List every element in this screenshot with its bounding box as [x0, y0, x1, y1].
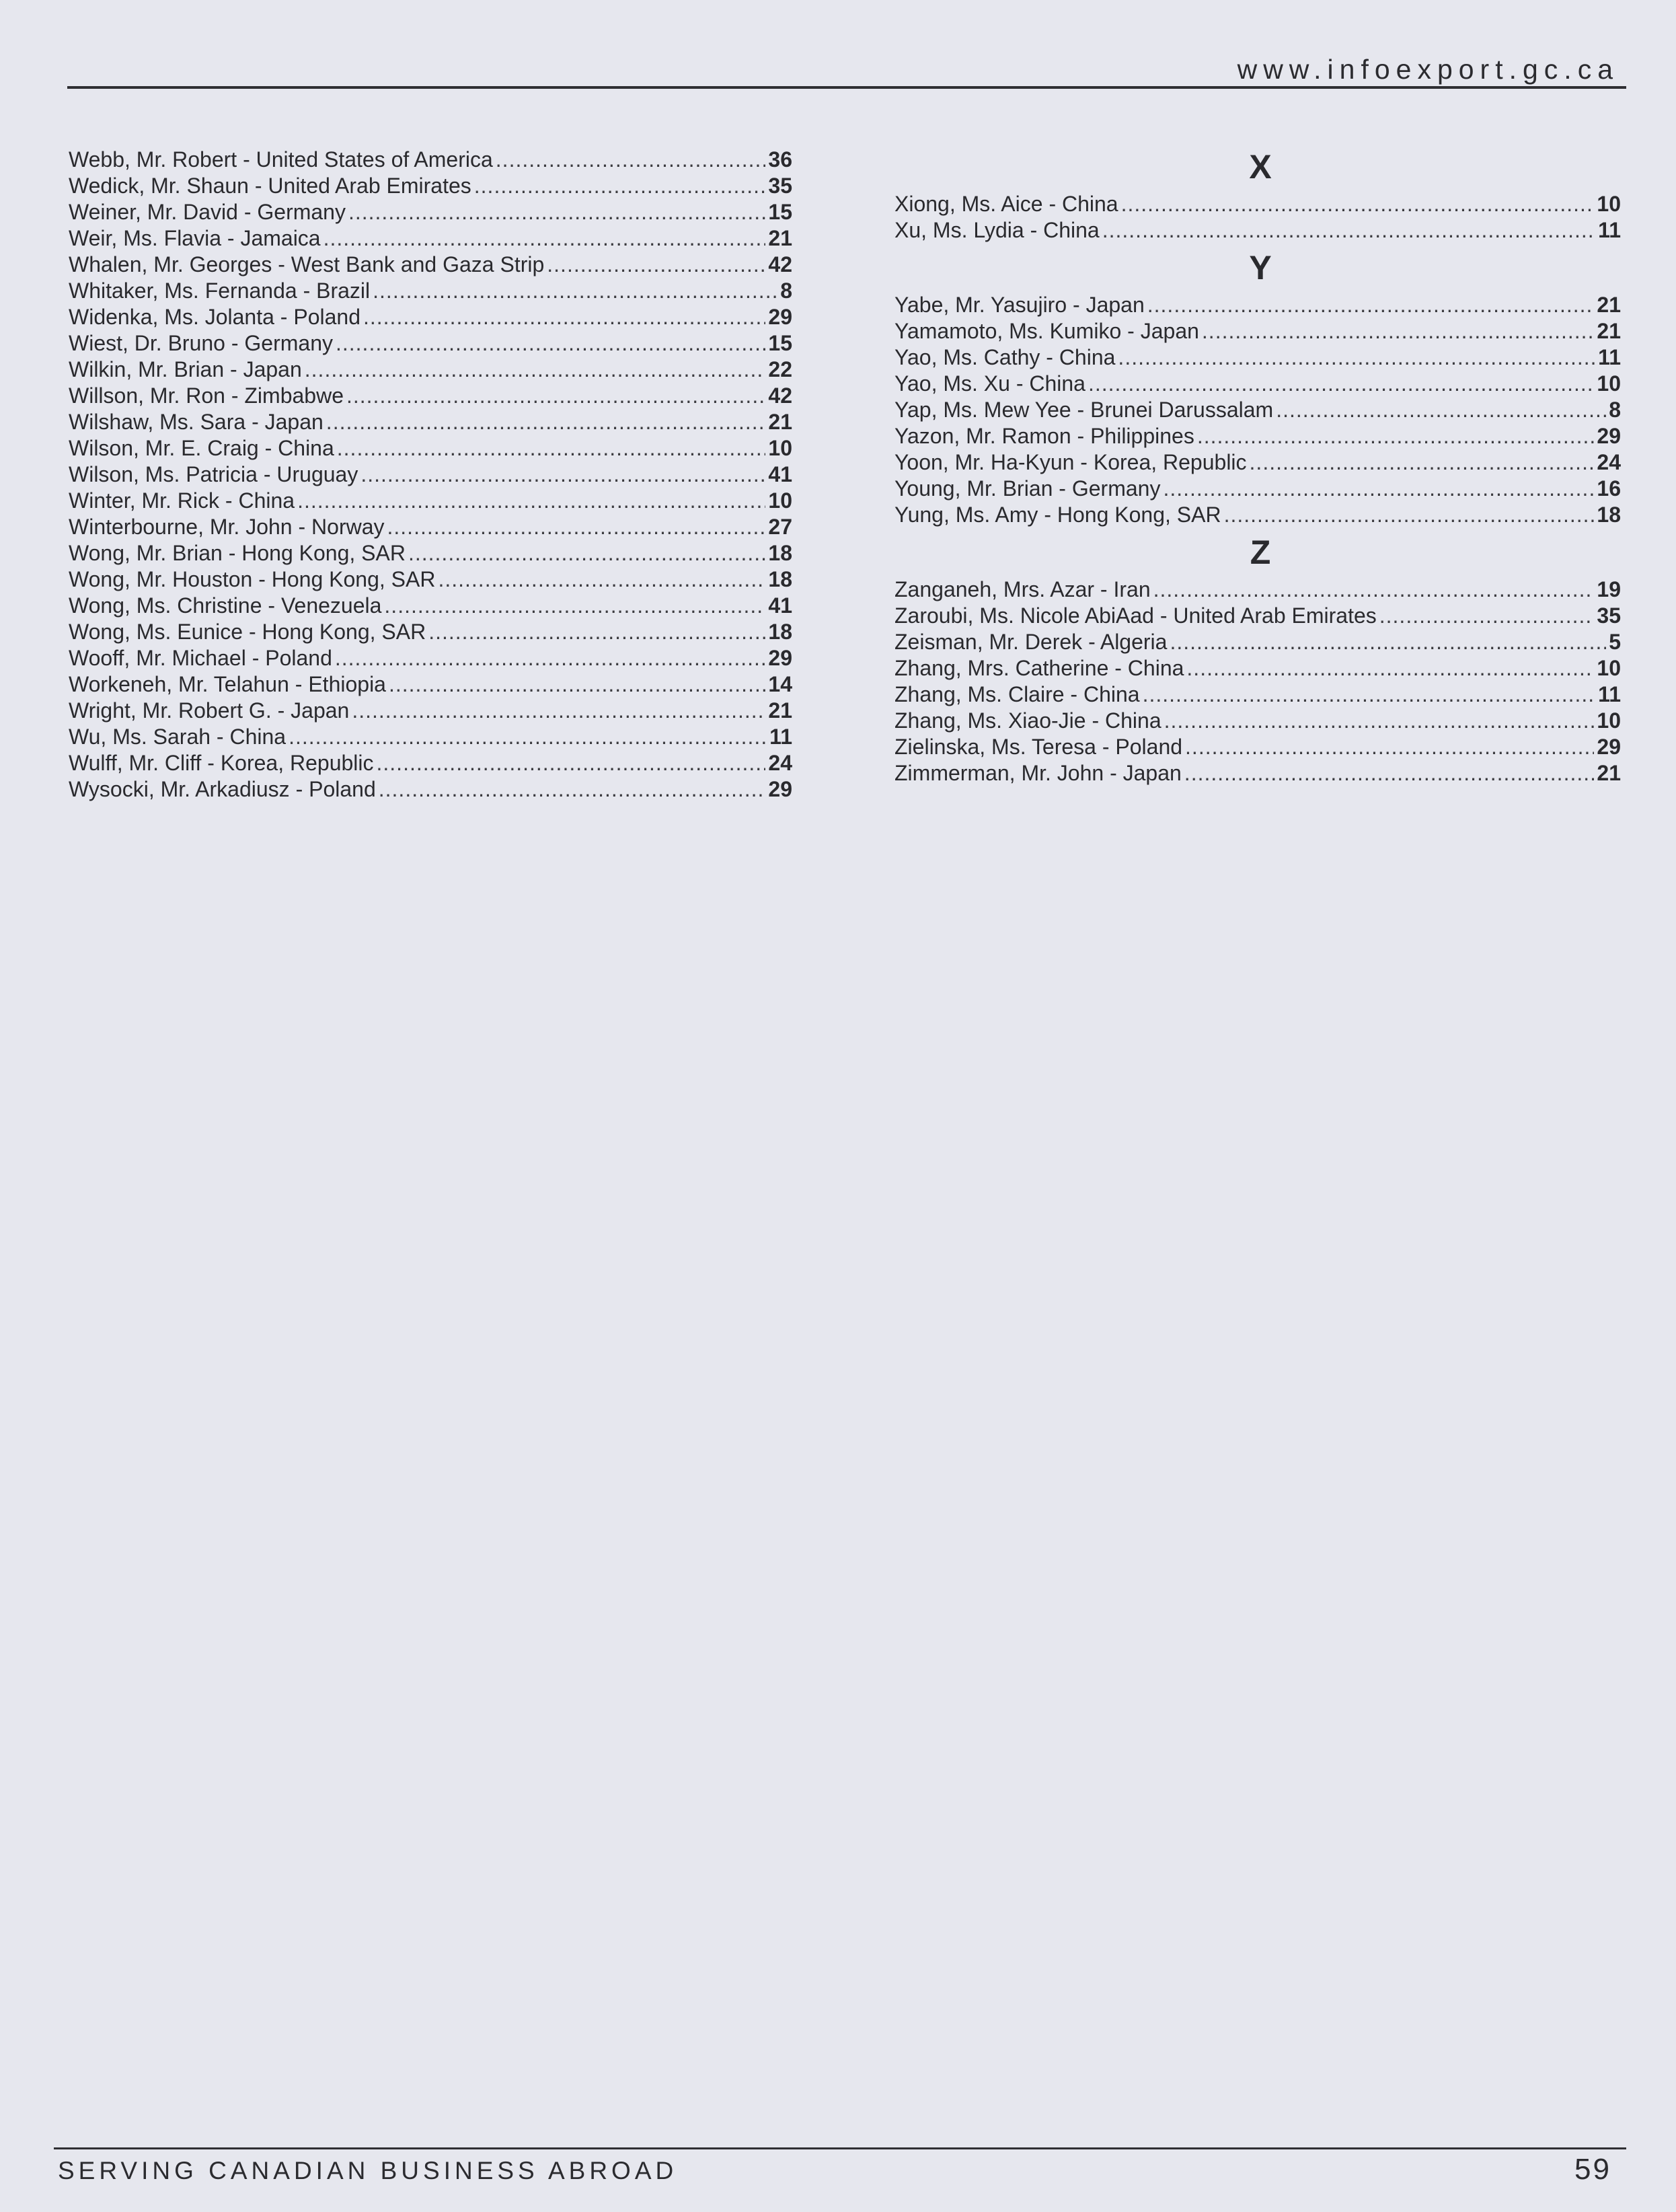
- leader-dots: [326, 409, 766, 435]
- entry-page: 29: [1597, 424, 1621, 448]
- page-number: 59: [1574, 2153, 1611, 2186]
- entry-name: Wiest, Dr. Bruno - Germany: [69, 331, 333, 355]
- entry-page: 10: [1597, 371, 1621, 396]
- entry-page: 42: [768, 383, 792, 408]
- entry-name: Xu, Ms. Lydia - China: [894, 218, 1100, 242]
- entry-page: 10: [1597, 708, 1621, 733]
- entry-name: Wong, Mr. Houston - Hong Kong, SAR: [69, 567, 436, 591]
- index-entry: [894, 397, 1621, 423]
- leader-dots: [377, 750, 766, 776]
- leader-dots: [1197, 423, 1595, 449]
- entry-name: Wong, Mr. Brian - Hong Kong, SAR: [69, 541, 406, 565]
- entry-page: 10: [1597, 192, 1621, 216]
- leader-dots: [389, 671, 765, 698]
- index-entry: [894, 191, 1621, 217]
- index-column-right: [894, 143, 1621, 786]
- index-entry: [894, 292, 1621, 318]
- leader-dots: [1164, 708, 1595, 734]
- index-entry: [69, 645, 792, 671]
- index-entry: [69, 724, 792, 750]
- index-entry: [69, 330, 792, 357]
- index-entry: [894, 734, 1621, 760]
- entry-page: 10: [768, 488, 792, 513]
- entry-name: Zhang, Ms. Claire - China: [894, 682, 1140, 706]
- leader-dots: [1224, 502, 1595, 528]
- entry-page: 21: [1597, 293, 1621, 317]
- leader-dots: [547, 252, 765, 278]
- entry-name: Xiong, Ms. Aice - China: [894, 192, 1118, 216]
- entry-page: 15: [768, 200, 792, 224]
- index-entry: [894, 344, 1621, 371]
- entry-page: 22: [768, 357, 792, 381]
- leader-dots: [1118, 344, 1595, 371]
- entry-page: 18: [768, 567, 792, 591]
- index-entry: [69, 462, 792, 488]
- entry-page: 21: [768, 226, 792, 250]
- index-entry: [69, 147, 792, 173]
- index-entry: [69, 435, 792, 462]
- entry-name: Zhang, Ms. Xiao-Jie - China: [894, 708, 1161, 733]
- index-entry: [69, 199, 792, 225]
- leader-dots: [474, 173, 766, 199]
- entry-name: Webb, Mr. Robert - United States of America: [69, 147, 493, 172]
- entry-page: 21: [1597, 319, 1621, 343]
- entry-page: 24: [768, 751, 792, 775]
- entry-name: Wulff, Mr. Cliff - Korea, Republic: [69, 751, 374, 775]
- leader-dots: [428, 619, 765, 645]
- entry-name: Zanganeh, Mrs. Azar - Iran: [894, 577, 1151, 601]
- entry-page: 35: [1597, 603, 1621, 628]
- entry-name: Zaroubi, Ms. Nicole AbiAad - United Arab Emirates: [894, 603, 1377, 628]
- entry-page: 16: [1597, 476, 1621, 501]
- entry-name: Yao, Ms. Cathy - China: [894, 345, 1116, 369]
- entry-page: 35: [768, 174, 792, 198]
- leader-dots: [348, 199, 765, 225]
- index-entry: [69, 488, 792, 514]
- entry-page: 8: [780, 279, 792, 303]
- leader-dots: [1088, 371, 1594, 397]
- entry-page: 11: [1598, 682, 1621, 706]
- leader-dots: [352, 698, 765, 724]
- index-entry: [69, 750, 792, 776]
- index-entry: [894, 577, 1621, 603]
- leader-dots: [1163, 476, 1594, 502]
- entry-name: Willson, Mr. Ron - Zimbabwe: [69, 383, 344, 408]
- section-letter-x: X: [1249, 148, 1272, 186]
- entry-name: Yoon, Mr. Ha-Kyun - Korea, Republic: [894, 450, 1247, 474]
- leader-dots: [335, 645, 766, 671]
- leader-dots: [1250, 449, 1595, 476]
- leader-dots: [297, 488, 765, 514]
- entry-page: 10: [1597, 656, 1621, 680]
- entry-name: Wilson, Ms. Patricia - Uruguay: [69, 462, 358, 486]
- index-entry: [69, 409, 792, 435]
- entry-page: 5: [1609, 630, 1621, 654]
- leader-dots: [1102, 217, 1595, 244]
- entry-name: Wedick, Mr. Shaun - United Arab Emirates: [69, 174, 471, 198]
- leader-dots: [346, 383, 765, 409]
- entry-name: Wooff, Mr. Michael - Poland: [69, 646, 332, 670]
- entry-name: Workeneh, Mr. Telahun - Ethiopia: [69, 672, 386, 696]
- entry-name: Yazon, Mr. Ramon - Philippines: [894, 424, 1194, 448]
- entry-name: Young, Mr. Brian - Germany: [894, 476, 1161, 501]
- index-entry: [894, 449, 1621, 476]
- entry-page: 19: [1597, 577, 1621, 601]
- footer-tagline: SERVING CANADIAN BUSINESS ABROAD: [58, 2157, 678, 2184]
- entry-page: 21: [768, 410, 792, 434]
- entry-page: 11: [769, 725, 792, 749]
- leader-dots: [1185, 734, 1594, 760]
- entry-page: 41: [768, 462, 792, 486]
- entry-page: 14: [768, 672, 792, 696]
- leader-dots: [438, 566, 765, 593]
- leader-dots: [1170, 629, 1606, 655]
- entry-page: 41: [768, 593, 792, 618]
- entry-name: Wu, Ms. Sarah - China: [69, 725, 287, 749]
- entry-page: 11: [1598, 345, 1621, 369]
- footer-rule: [54, 2147, 1626, 2149]
- entry-page: 21: [768, 698, 792, 723]
- entry-name: Whitaker, Ms. Fernanda - Brazil: [69, 279, 371, 303]
- index-entry: [69, 776, 792, 803]
- entry-page: 27: [768, 515, 792, 539]
- index-entry: [69, 619, 792, 645]
- index-entry: [894, 629, 1621, 655]
- entry-name: Yap, Ms. Mew Yee - Brunei Darussalam: [894, 398, 1274, 422]
- entry-page: 18: [768, 620, 792, 644]
- index-entry: [894, 502, 1621, 528]
- entry-name: Zhang, Mrs. Catherine - China: [894, 656, 1184, 680]
- entry-page: 8: [1609, 398, 1621, 422]
- entry-name: Wilkin, Mr. Brian - Japan: [69, 357, 302, 381]
- entry-page: 21: [1597, 761, 1621, 785]
- entry-name: Wright, Mr. Robert G. - Japan: [69, 698, 350, 723]
- index-entry: [894, 476, 1621, 502]
- leader-dots: [1121, 191, 1595, 217]
- leader-dots: [1276, 397, 1606, 423]
- entry-name: Zimmerman, Mr. John - Japan: [894, 761, 1182, 785]
- leader-dots: [1186, 655, 1594, 681]
- entry-name: Weiner, Mr. David - Germany: [69, 200, 346, 224]
- entry-name: Wysocki, Mr. Arkadiusz - Poland: [69, 777, 376, 801]
- entry-page: 29: [768, 646, 792, 670]
- entry-page: 18: [1597, 503, 1621, 527]
- index-entry: [894, 423, 1621, 449]
- entry-page: 29: [768, 305, 792, 329]
- leader-dots: [360, 462, 765, 488]
- leader-dots: [289, 724, 767, 750]
- entry-name: Weir, Ms. Flavia - Jamaica: [69, 226, 321, 250]
- index-entry: [69, 698, 792, 724]
- entry-name: Yung, Ms. Amy - Hong Kong, SAR: [894, 503, 1221, 527]
- index-entry: [69, 593, 792, 619]
- entry-name: Wong, Ms. Eunice - Hong Kong, SAR: [69, 620, 426, 644]
- index-entry: [894, 371, 1621, 397]
- entry-name: Zeisman, Mr. Derek - Algeria: [894, 630, 1168, 654]
- header-rule: [67, 86, 1626, 89]
- leader-dots: [373, 278, 777, 304]
- entry-name: Yamamoto, Ms. Kumiko - Japan: [894, 319, 1199, 343]
- leader-dots: [363, 304, 765, 330]
- leader-dots: [387, 514, 766, 540]
- index-entry: [69, 383, 792, 409]
- leader-dots: [379, 776, 766, 803]
- leader-dots: [1202, 318, 1595, 344]
- entry-name: Yabe, Mr. Yasujiro - Japan: [894, 293, 1145, 317]
- index-entry: [894, 708, 1621, 734]
- index-entry: [894, 760, 1621, 786]
- index-entry: [69, 514, 792, 540]
- entry-name: Wong, Ms. Christine - Venezuela: [69, 593, 382, 618]
- entry-page: 18: [768, 541, 792, 565]
- index-entry: [69, 566, 792, 593]
- index-entry: [894, 603, 1621, 629]
- entry-page: 10: [768, 436, 792, 460]
- index-entry: [894, 655, 1621, 681]
- entry-name: Winterbourne, Mr. John - Norway: [69, 515, 385, 539]
- section-letter-y: Y: [1249, 249, 1272, 287]
- index-entry: [69, 278, 792, 304]
- leader-dots: [408, 540, 765, 566]
- entry-name: Yao, Ms. Xu - China: [894, 371, 1085, 396]
- entry-page: 36: [768, 147, 792, 172]
- section-letter-z: Z: [1250, 533, 1271, 571]
- entry-name: Whalen, Mr. Georges - West Bank and Gaza Strip: [69, 252, 545, 276]
- header-url: www.infoexport.gc.ca: [1237, 54, 1619, 85]
- leader-dots: [1147, 292, 1595, 318]
- index-entry: [69, 671, 792, 698]
- leader-dots: [1379, 603, 1595, 629]
- entry-name: Wilson, Mr. E. Craig - China: [69, 436, 334, 460]
- leader-dots: [496, 147, 766, 173]
- entry-name: Winter, Mr. Rick - China: [69, 488, 295, 513]
- entry-page: 24: [1597, 450, 1621, 474]
- entry-name: Widenka, Ms. Jolanta - Poland: [69, 305, 360, 329]
- index-entry: [894, 681, 1621, 708]
- entry-page: 42: [768, 252, 792, 276]
- leader-dots: [305, 357, 766, 383]
- leader-dots: [384, 593, 765, 619]
- entry-name: Wilshaw, Ms. Sara - Japan: [69, 410, 323, 434]
- leader-dots: [1143, 681, 1596, 708]
- index-column-left: [69, 147, 792, 803]
- entry-page: 15: [768, 331, 792, 355]
- index-entry: [894, 318, 1621, 344]
- leader-dots: [1184, 760, 1595, 786]
- index-entry: [69, 357, 792, 383]
- index-entry: [69, 225, 792, 252]
- index-entry: [69, 252, 792, 278]
- entry-name: Zielinska, Ms. Teresa - Poland: [894, 735, 1183, 759]
- leader-dots: [323, 225, 766, 252]
- index-entry: [69, 173, 792, 199]
- entry-page: 29: [768, 777, 792, 801]
- index-entry: [69, 540, 792, 566]
- index-entry: [69, 304, 792, 330]
- entry-page: 11: [1598, 218, 1621, 242]
- leader-dots: [1153, 577, 1595, 603]
- index-entry: [894, 217, 1621, 244]
- leader-dots: [337, 435, 766, 462]
- leader-dots: [336, 330, 765, 357]
- entry-page: 29: [1597, 735, 1621, 759]
